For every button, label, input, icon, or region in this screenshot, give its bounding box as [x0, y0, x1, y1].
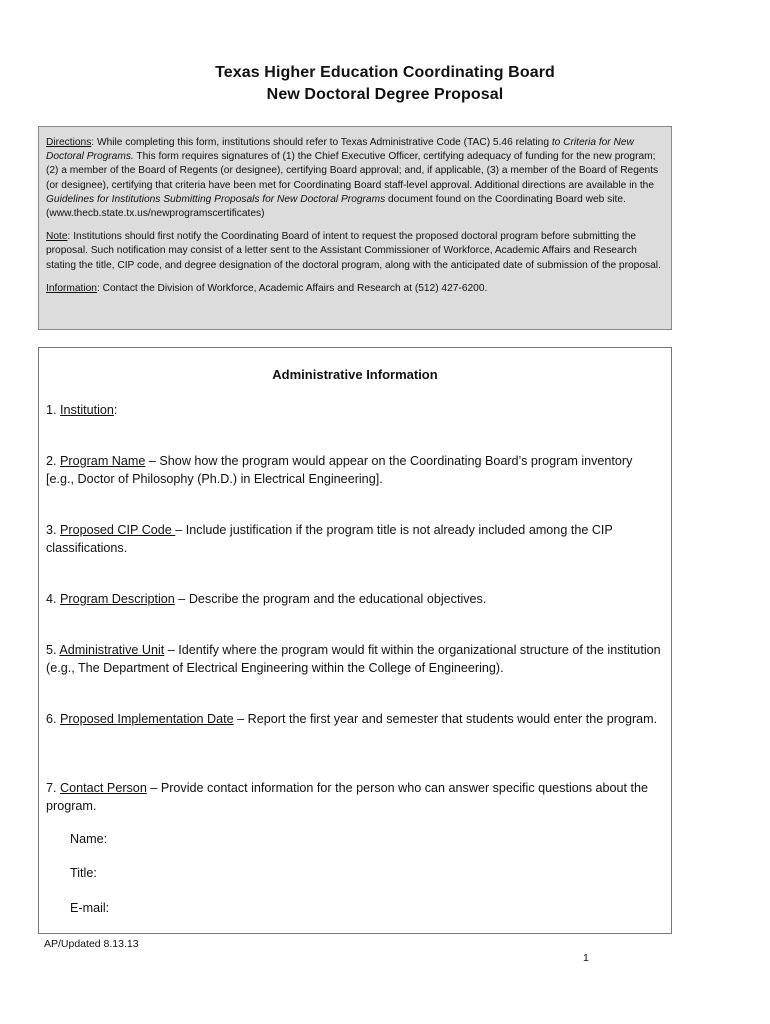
admin-heading: Administrative Information: [272, 367, 438, 382]
contact-title-field[interactable]: Title:: [70, 866, 97, 880]
directions-label: Directions: [46, 137, 92, 148]
item-program-description: 4. Program Description – Describe the program and the educational objectives.: [46, 592, 487, 606]
item-implementation-date: 6. Proposed Implementation Date – Report the first year and semester that students would enter the program.: [46, 712, 658, 726]
administrative-information-box: [38, 347, 672, 934]
updated-note: AP/Updated 8.13.13: [44, 938, 139, 950]
note-label: Note: [46, 231, 68, 243]
contact-name-field[interactable]: Name:: [70, 832, 108, 846]
item-program-name: 2. Program Name – Show how the program would appear on the Coordinating Board’s program inventory [e.g., Doctor of Philosophy (Ph.D.) in Electrical Engineering].: [46, 454, 633, 486]
form-title: Texas Higher Education Coordinating Board: [215, 64, 555, 81]
contact-email-field[interactable]: E-mail:: [70, 901, 110, 915]
item-institution: 1. Institution:: [46, 403, 118, 417]
information-paragraph: Information: Contact the Division of Workforce, Academic Affairs and Research at (512) 427-6200.: [46, 282, 488, 294]
item-proposed-cip-code: 3. Proposed CIP Code – Include justification if the program title is not already included among the CIP classifications.: [46, 523, 613, 555]
item-administrative-unit: 5. Administrative Unit – Identify where the program would fit within the organizational structure of the institution (e.g., The Department of Electrical Engineering within the College of Engineering).: [46, 643, 661, 675]
directions-box: [38, 126, 672, 330]
page-number: 1: [583, 952, 589, 964]
directions-paragraph: Directions: While completing this form, institutions should refer to Texas Administrative Code (TAC) 5.46 relating to Criteria for New Doctoral Programs. This form requires signatures of (1) the Chief Executive Officer, certifying adequacy of funding for the new program; (2) a member of the Board of Regents (or designee), certifying Board approval; and, if applicable, (3) a member of the Board of Regents (or designee), certifying that criteria have been met for Coordinating Board staff-level approval. Additional directions are available in the Guidelines for Institutions Submitting Proposals for New Doctoral Programs document found on the Coordinating Board web site. (www.thecb.state.tx.us/newprogramscertificates): [46, 137, 659, 220]
item-contact-person: 7. Contact Person – Provide contact information for the person who can answer specific questions about the program.: [46, 781, 649, 813]
form-subtitle: New Doctoral Degree Proposal: [266, 86, 504, 103]
information-label: Information: [46, 282, 97, 294]
note-paragraph: Note: Institutions should first notify the Coordinating Board of intent to request the proposed doctoral program before submitting the proposal. Such notification may consist of a letter sent to the Assistant Commissioner of Workforce, Academic Affairs and Research stating the title, CIP code, and degree designation of the doctoral program, along with the anticipated date of submission of the proposal.: [46, 231, 661, 271]
